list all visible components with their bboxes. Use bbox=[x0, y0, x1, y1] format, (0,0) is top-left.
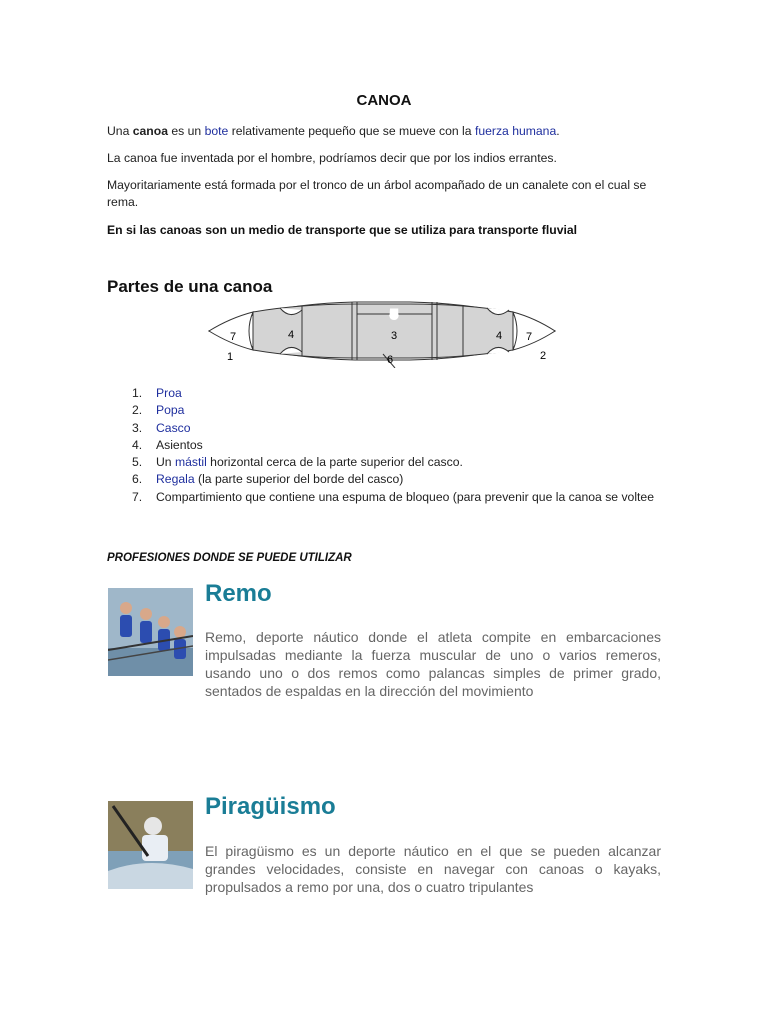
diagram-label: 7 bbox=[230, 331, 237, 343]
diagram-label: 2 bbox=[540, 350, 547, 362]
link-casco[interactable]: Casco bbox=[156, 420, 191, 435]
page-title: CANOA bbox=[356, 92, 412, 109]
diagram-label: 1 bbox=[227, 351, 234, 363]
list-item bbox=[132, 402, 672, 419]
list-item bbox=[132, 454, 672, 471]
intro-paragraph-1 bbox=[107, 123, 662, 140]
compartment-right bbox=[513, 312, 555, 350]
diagram-label: 4 bbox=[496, 330, 503, 342]
link-fuerza-humana[interactable]: fuerza humana bbox=[474, 124, 557, 138]
list-text: horizontal cerca de la parte superior del casco. bbox=[206, 455, 463, 470]
canoa-bold: canoa bbox=[132, 124, 168, 138]
link-bote[interactable]: bote bbox=[204, 124, 229, 138]
list-number: 3. bbox=[132, 420, 143, 435]
link-popa[interactable]: Popa bbox=[156, 403, 185, 418]
parts-heading: Partes de una canoa bbox=[107, 277, 273, 296]
sport-title-piraguismo: Piragüismo bbox=[205, 793, 336, 820]
parts-list bbox=[132, 385, 672, 506]
intro-paragraph-3: Mayoritariamente está formada por el tronco de un árbol acompañado de un canalete con el cual se rema. bbox=[107, 178, 647, 209]
sport-description-remo: Remo, deporte náutico donde el atleta compite en embarcaciones impulsadas mediante la fuerza muscular de uno o varios remeros, usando uno o dos remos como palancas simples de primer grado, sentados de espaldas en la dirección del movimiento bbox=[205, 629, 661, 699]
list-item bbox=[132, 437, 672, 454]
diagram-label: 7 bbox=[526, 331, 533, 343]
sport-title-remo: Remo bbox=[205, 580, 272, 607]
text-run: Una bbox=[107, 124, 133, 138]
professions-heading: PROFESIONES DONDE SE PUEDE UTILIZAR bbox=[107, 552, 352, 564]
rowing-image-icon bbox=[108, 588, 193, 676]
list-item bbox=[132, 471, 672, 488]
link-mastil[interactable]: mástil bbox=[174, 455, 207, 470]
list-item bbox=[132, 489, 672, 506]
list-text: Compartimiento que contiene una espuma de bloqueo (para prevenir que la canoa se voltee bbox=[156, 489, 654, 504]
list-number: 7. bbox=[132, 489, 143, 504]
list-item bbox=[132, 420, 672, 437]
list-text: Asientos bbox=[156, 437, 203, 452]
canoeing-image-icon bbox=[108, 801, 193, 889]
rowing-photo bbox=[108, 588, 193, 676]
text-run: relativamente pequeño que se mueve con la bbox=[228, 124, 475, 138]
text-run: es un bbox=[167, 124, 205, 138]
diagram-label: 6 bbox=[387, 354, 394, 366]
text-run: . bbox=[556, 124, 560, 138]
diagram-label: 3 bbox=[391, 330, 398, 342]
list-text: (la parte superior del borde del casco) bbox=[194, 472, 404, 487]
list-item bbox=[132, 385, 672, 402]
canoe-diagram bbox=[205, 298, 560, 368]
list-number: 1. bbox=[132, 386, 143, 400]
sport-description-piraguismo: El piragüismo es un deporte náutico en el que se pueden alcanzar grandes velocidades, consiste en navegar con canoas o kayaks, propulsados a remo por una, dos o cuatro tripulantes bbox=[205, 843, 661, 895]
intro-paragraph-4: En si las canoas son un medio de transporte que se utiliza para transporte fluvial bbox=[107, 223, 578, 237]
canoeing-photo bbox=[108, 801, 193, 889]
link-proa[interactable]: Proa bbox=[156, 386, 182, 400]
intro-paragraph-2: La canoa fue inventada por el hombre, podríamos decir que por los indios errantes. bbox=[107, 151, 557, 165]
list-number: 2. bbox=[132, 403, 143, 418]
list-text: Un bbox=[156, 455, 175, 470]
list-number: 5. bbox=[132, 455, 143, 470]
list-number: 6. bbox=[132, 472, 143, 487]
diagram-label: 5 bbox=[391, 309, 398, 321]
diagram-label: 4 bbox=[288, 329, 295, 341]
link-regala[interactable]: Regala bbox=[156, 472, 195, 487]
list-number: 4. bbox=[132, 437, 143, 452]
